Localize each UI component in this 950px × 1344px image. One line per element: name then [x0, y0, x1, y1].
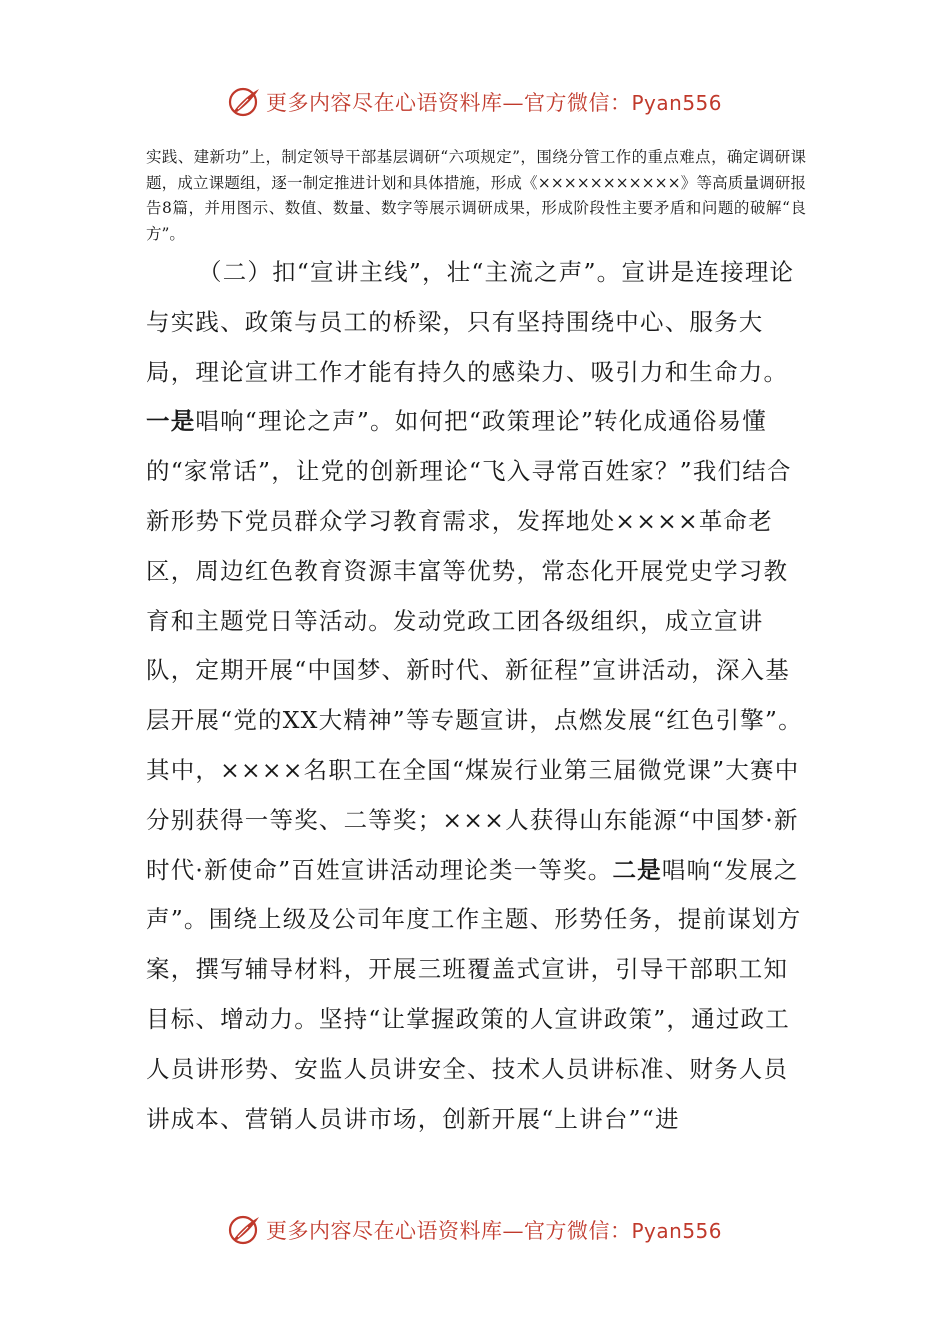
header-banner-text: 更多内容尽在心语资料库—官方微信：Pyan556: [265, 91, 722, 115]
point-one-text: 唱响“理论之声”。如何把“政策理论”转化成通俗易懂的“家常话”，让党的创新理论“飞入寻常百姓家？”我们结合新形势下党员群众学习教育需求，发挥地处××××革命老区，周边红色教育资源丰富等优势，常态化开展党史学习教育和主题党日等活动。发动党政工团各级组织，成立宣讲队，定期开展“中国梦、新时代、新征程”宣讲活动，深入基层开展“党的XX大精神”等专题宣讲，点燃发展“红色引擎”。其中，××××名职工在全国“煤炭行业第三届微党课”大赛中分别获得一等奖、二等奖；×××人获得山东能源“中国梦·新时代·新使命”百姓宣讲活动理论类一等奖。: [146, 407, 803, 884]
section-two-paragraph: [146, 248, 806, 1144]
section-intro: （二）扣“宣讲主线”，壮“主流之声”。宣讲是连接理论与实践、政策与员工的桥梁，只有坚持围绕中心、服务大局，理论宣讲工作才能有持久的感染力、吸引力和生命力。: [146, 258, 795, 386]
point-two-lead: 二是: [612, 855, 662, 884]
header-banner: [0, 80, 950, 124]
quill-logo-icon: [228, 85, 262, 119]
footer-banner-text: 更多内容尽在心语资料库—官方微信：Pyan556: [265, 1219, 722, 1243]
footer-banner: [0, 1208, 950, 1252]
point-two-text: 唱响“发展之声”。围绕上级及公司年度工作主题、形势任务，提前谋划方案，撰写辅导材料，开展三班覆盖式宣讲，引导干部职工知目标、增动力。坚持“让掌握政策的人宣讲政策”，通过政工人员讲形势、安监人员讲安全、技术人员讲标准、财务人员讲成本、营销人员讲市场，创新开展“上讲台”“进: [146, 855, 802, 1133]
continued-paragraph: 实践、建新功”上，制定领导干部基层调研“六项规定”，围绕分管工作的重点难点，确定调研课题，成立课题组，逐一制定推进计划和具体措施，形成《×××××××××××》等高质量调研报告8篇，并用图示、数值、数量、数字等展示调研成果，形成阶段性主要矛盾和问题的破解“良方”。: [146, 148, 806, 243]
quill-logo-icon: [228, 1213, 262, 1247]
point-one-lead: 一是: [146, 407, 196, 436]
